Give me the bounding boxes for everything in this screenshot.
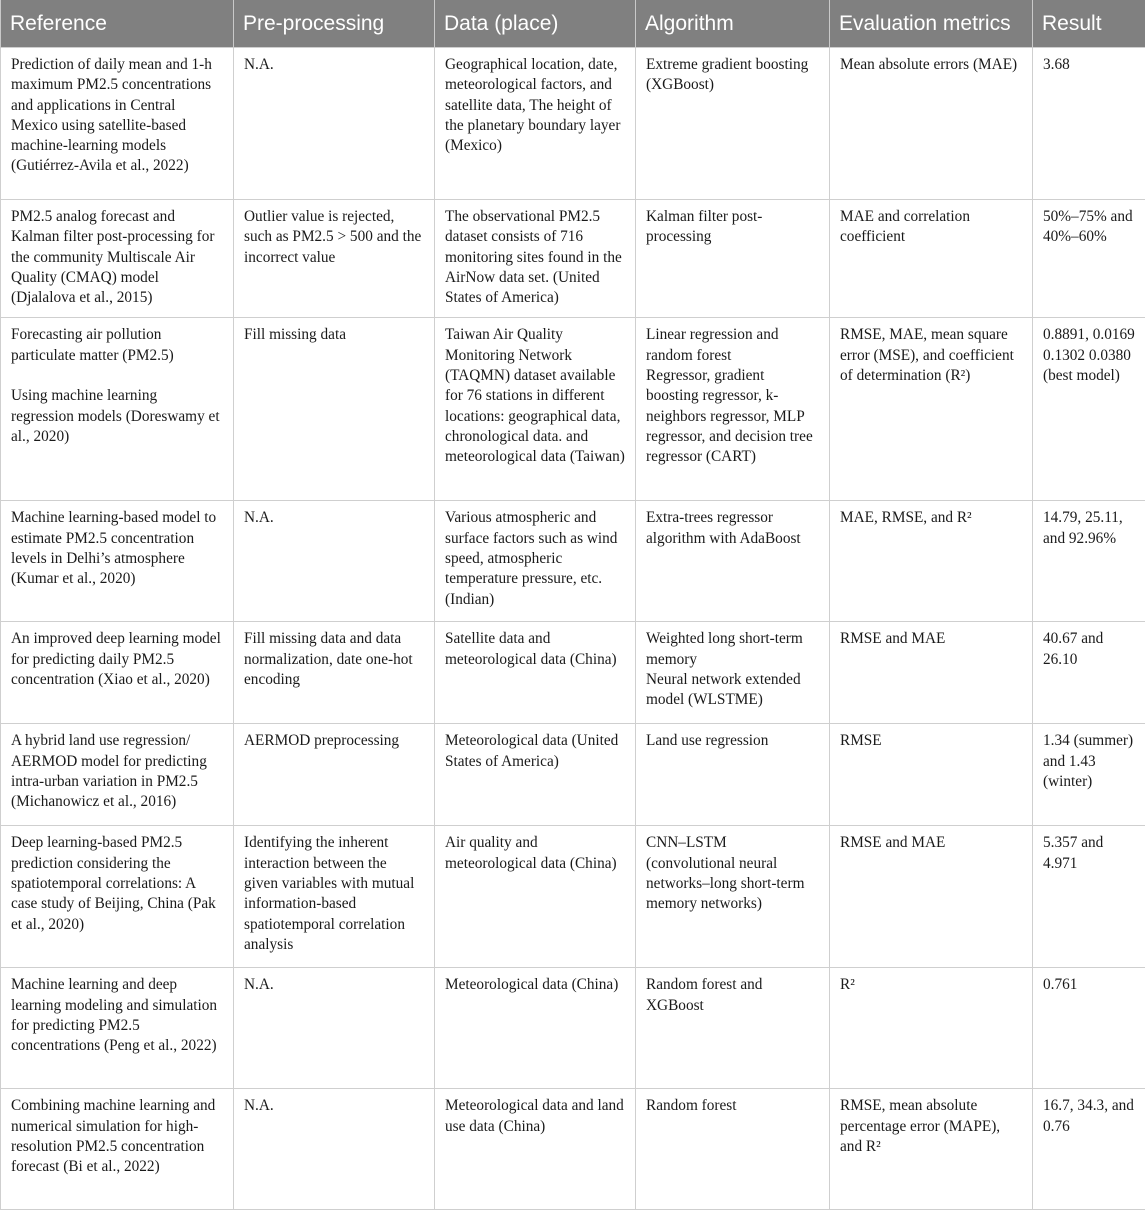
table-header bbox=[1, 0, 1145, 48]
cell-preprocessing: N.A. bbox=[234, 968, 435, 1089]
cell-evaluation-metrics: RMSE and MAE bbox=[830, 622, 1033, 724]
cell-algorithm: Random forest bbox=[636, 1089, 830, 1210]
cell-result: 1.34 (summer) and 1.43 (winter) bbox=[1033, 724, 1145, 826]
cell-evaluation-metrics: RMSE, mean absolute percentage error (MAPE), and R² bbox=[830, 1089, 1033, 1210]
cell-reference: Machine learning and deep learning modeling and simulation for predicting PM2.5 concentrations (Peng et al., 2022) bbox=[1, 968, 234, 1089]
cell-result: 3.68 bbox=[1033, 48, 1145, 200]
cell-evaluation-metrics: MAE and correlation coefficient bbox=[830, 200, 1033, 318]
header-evaluation-metrics: Evaluation metrics bbox=[830, 0, 1033, 48]
table-row bbox=[1, 501, 1145, 622]
cell-algorithm: Extra-trees regressor algorithm with AdaBoost bbox=[636, 501, 830, 622]
cell-reference: Combining machine learning and numerical simulation for high-resolution PM2.5 concentration forecast (Bi et al., 2022) bbox=[1, 1089, 234, 1210]
table-row bbox=[1, 318, 1145, 501]
cell-result: 14.79, 25.11, and 92.96% bbox=[1033, 501, 1145, 622]
table-row bbox=[1, 968, 1145, 1089]
table-row bbox=[1, 200, 1145, 318]
cell-algorithm: Linear regression and random forest Regressor, gradient boosting regressor, k-neighbors regressor, MLP regressor, and decision tree regressor (CART) bbox=[636, 318, 830, 501]
cell-preprocessing: N.A. bbox=[234, 1089, 435, 1210]
cell-algorithm: Random forest and XGBoost bbox=[636, 968, 830, 1089]
cell-reference: Prediction of daily mean and 1-h maximum PM2.5 concentrations and applications in Central Mexico using satellite-based machine-learning models (Gutiérrez-Avila et al., 2022) bbox=[1, 48, 234, 200]
cell-preprocessing: Identifying the inherent interaction between the given variables with mutual information-based spatiotemporal correlation analysis bbox=[234, 826, 435, 968]
cell-reference: Deep learning-based PM2.5 prediction considering the spatiotemporal correlations: A case study of Beijing, China (Pak et al., 2020) bbox=[1, 826, 234, 968]
cell-data-place: The observational PM2.5 dataset consists of 716 monitoring sites found in the AirNow data set. (United States of America) bbox=[435, 200, 636, 318]
table-row bbox=[1, 48, 1145, 200]
cell-data-place: Various atmospheric and surface factors such as wind speed, atmospheric temperature pressure, etc. (Indian) bbox=[435, 501, 636, 622]
cell-evaluation-metrics: R² bbox=[830, 968, 1033, 1089]
header-reference: Reference bbox=[1, 0, 234, 48]
cell-result: 0.761 bbox=[1033, 968, 1145, 1089]
cell-reference: A hybrid land use regression/ AERMOD model for predicting intra-urban variation in PM2.5 (Michanowicz et al., 2016) bbox=[1, 724, 234, 826]
cell-evaluation-metrics: RMSE, MAE, mean square error (MSE), and coefficient of determination (R²) bbox=[830, 318, 1033, 501]
cell-data-place: Air quality and meteorological data (China) bbox=[435, 826, 636, 968]
table-body bbox=[1, 48, 1145, 1210]
cell-reference: Machine learning-based model to estimate PM2.5 concentration levels in Delhi’s atmosphere (Kumar et al., 2020) bbox=[1, 501, 234, 622]
cell-algorithm: Extreme gradient boosting (XGBoost) bbox=[636, 48, 830, 200]
cell-data-place: Geographical location, date, meteorological factors, and satellite data, The height of the planetary boundary layer (Mexico) bbox=[435, 48, 636, 200]
header-algorithm: Algorithm bbox=[636, 0, 830, 48]
header-row bbox=[1, 0, 1145, 48]
header-result: Result bbox=[1033, 0, 1145, 48]
cell-result: 5.357 and 4.971 bbox=[1033, 826, 1145, 968]
cell-data-place: Meteorological data and land use data (China) bbox=[435, 1089, 636, 1210]
cell-algorithm: Land use regression bbox=[636, 724, 830, 826]
table-row bbox=[1, 724, 1145, 826]
cell-preprocessing: Fill missing data bbox=[234, 318, 435, 501]
cell-preprocessing: Outlier value is rejected, such as PM2.5 > 500 and the incorrect value bbox=[234, 200, 435, 318]
cell-result: 40.67 and 26.10 bbox=[1033, 622, 1145, 724]
table-row bbox=[1, 622, 1145, 724]
table-row bbox=[1, 1089, 1145, 1210]
cell-result: 50%–75% and 40%–60% bbox=[1033, 200, 1145, 318]
cell-evaluation-metrics: MAE, RMSE, and R² bbox=[830, 501, 1033, 622]
cell-data-place: Meteorological data (United States of America) bbox=[435, 724, 636, 826]
cell-evaluation-metrics: RMSE bbox=[830, 724, 1033, 826]
cell-algorithm: Kalman filter post-processing bbox=[636, 200, 830, 318]
cell-preprocessing: N.A. bbox=[234, 48, 435, 200]
cell-result: 16.7, 34.3, and 0.76 bbox=[1033, 1089, 1145, 1210]
header-data-place: Data (place) bbox=[435, 0, 636, 48]
header-preprocessing: Pre-processing bbox=[234, 0, 435, 48]
cell-data-place: Taiwan Air Quality Monitoring Network (TAQMN) dataset available for 76 stations in different locations: geographical data, chronological data. and meteorological data (Taiwan) bbox=[435, 318, 636, 501]
cell-data-place: Meteorological data (China) bbox=[435, 968, 636, 1089]
cell-reference: PM2.5 analog forecast and Kalman filter post-processing for the community Multiscale Air Quality (CMAQ) model (Djalalova et al., 2015) bbox=[1, 200, 234, 318]
cell-preprocessing: N.A. bbox=[234, 501, 435, 622]
cell-evaluation-metrics: Mean absolute errors (MAE) bbox=[830, 48, 1033, 200]
cell-preprocessing: Fill missing data and data normalization, date one-hot encoding bbox=[234, 622, 435, 724]
cell-reference: An improved deep learning model for predicting daily PM2.5 concentration (Xiao et al., 2020) bbox=[1, 622, 234, 724]
cell-evaluation-metrics: RMSE and MAE bbox=[830, 826, 1033, 968]
cell-algorithm: CNN–LSTM (convolutional neural networks–long short-term memory networks) bbox=[636, 826, 830, 968]
cell-preprocessing: AERMOD preprocessing bbox=[234, 724, 435, 826]
cell-reference: Forecasting air pollution particulate matter (PM2.5) Using machine learning regression models (Doreswamy et al., 2020) bbox=[1, 318, 234, 501]
cell-result: 0.8891, 0.0169 0.1302 0.0380 (best model) bbox=[1033, 318, 1145, 501]
cell-data-place: Satellite data and meteorological data (China) bbox=[435, 622, 636, 724]
cell-algorithm: Weighted long short-term memory Neural network extended model (WLSTME) bbox=[636, 622, 830, 724]
table-row bbox=[1, 826, 1145, 968]
